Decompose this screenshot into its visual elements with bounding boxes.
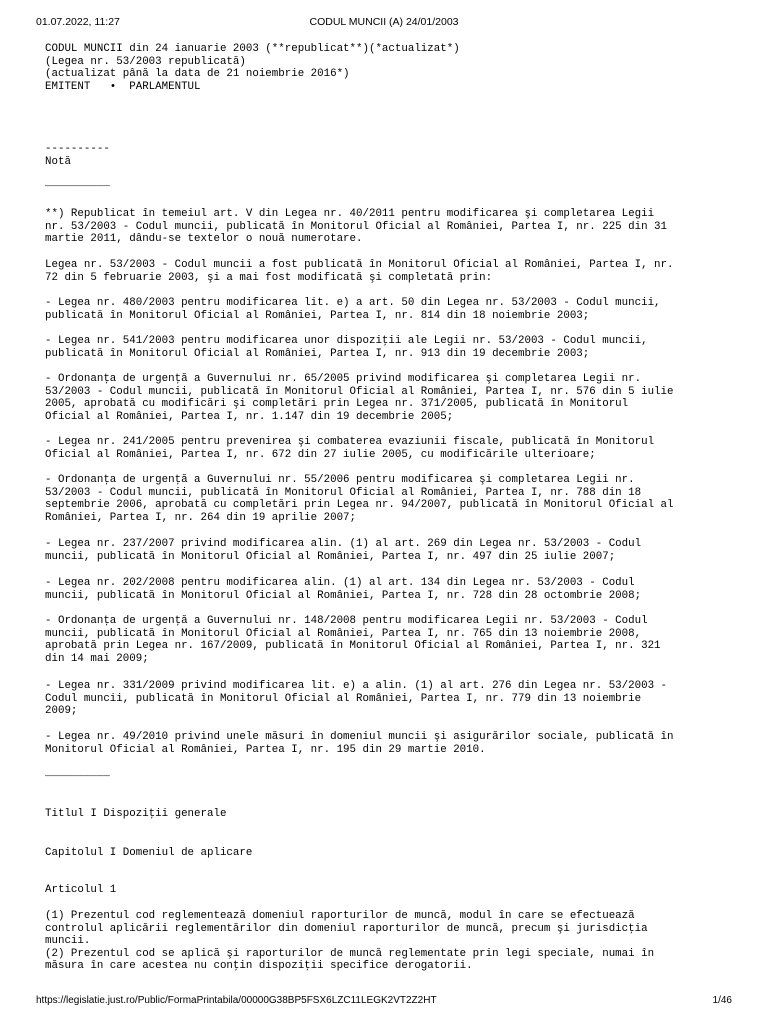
document-heading: CODUL MUNCII din 24 ianuarie 2003 (**republicat**)(*actualizat*) (Legea nr. 53/2003 republicată) (actualizat până la data de 21 noiembrie 2016*) EMITENT • PARLAMENTUL [45, 43, 460, 93]
print-title: CODUL MUNCII (A) 24/01/2003 [309, 16, 459, 28]
amendment-item: - Ordonanţa de urgenţă a Guvernului nr. 148/2008 pentru modificarea Legii nr. 53/2003 - Codul muncii, publicată în Monitorul Oficial al României, Partea I, nr. 765 din 13 noiembrie 2008, aprobată prin Legea nr. 167/2009, publicată în Monitorul Oficial al României, Partea I, nr. 321 din 14 mai 2009; [45, 615, 661, 665]
articol-text: (1) Prezentul cod reglementează domeniul raporturilor de muncă, modul în care se efectuează controlul aplicării reglementărilor din domeniul raporturilor de muncă, precum şi jurisdicţia muncii. (2) Prezentul cod se aplică şi raporturilor de muncă reglementate prin legi speciale, numai în măsura în care acestea nu conţin dispoziţii specifice derogatorii. [45, 910, 655, 972]
print-header [0, 15, 768, 29]
print-datetime: 01.07.2022, 11:27 [36, 16, 120, 28]
source-url: https://legislatie.just.ro/Public/FormaPrintabila/00000G38BP5FSX6LZC11LEGK2VT2Z2HT [36, 995, 437, 1006]
amendment-item: - Ordonanţa de urgenţă a Guvernului nr. 65/2005 privind modificarea şi completarea Legii nr. 53/2003 - Codul muncii, publicată în Monitorul Oficial al României, Partea I, nr. 576 din 5 iulie 2005, aprobată cu modificări şi completări prin Legea nr. 371/2005, publicată în Monitorul Oficial al României, Partea I, nr. 1.147 din 19 decembrie 2005; [45, 373, 674, 423]
paragraph-legea-53: Legea nr. 53/2003 - Codul muncii a fost publicată în Monitorul Oficial al României, Partea I, nr. 72 din 5 februarie 2003, şi a mai fost modificată şi completată prin: [45, 259, 674, 284]
print-footer [0, 994, 768, 1008]
amendment-item: - Legea nr. 541/2003 pentru modificarea unor dispoziţii ale Legii nr. 53/2003 - Codul muncii, publicată în Monitorul Oficial al României, Partea I, nr. 913 din 19 decembrie 2003; [45, 335, 648, 360]
amendment-item: - Ordonanţa de urgenţă a Guvernului nr. 55/2006 pentru modificarea şi completarea Legii nr. 53/2003 - Codul muncii, publicată în Monitorul Oficial al României, Partea I, nr. 788 din 18 septembrie 2006, aprobată cu completări prin Legea nr. 94/2007, publicată în Monitorul Oficial al României, Partea I, nr. 264 din 19 aprilie 2007; [45, 474, 674, 524]
nota-label: Notă [45, 156, 71, 168]
paragraph-republicat: **) Republicat în temeiul art. V din Legea nr. 40/2011 pentru modificarea şi completarea Legii nr. 53/2003 - Codul muncii, publicată în Monitorul Oficial al României, Partea I, nr. 225 din 31 martie 2011, dându-se textelor o nouă numerotare. [45, 208, 668, 245]
separator-line-bottom: __________ [45, 767, 110, 779]
amendment-item: - Legea nr. 237/2007 privind modificarea alin. (1) al art. 269 din Legea nr. 53/2003 - Codul muncii, publicată în Monitorul Oficial al României, Partea I, nr. 497 din 25 iulie 2007; [45, 538, 642, 563]
capitol-heading: Capitolul I Domeniul de aplicare [45, 847, 253, 859]
amendment-item: - Legea nr. 331/2009 privind modificarea lit. e) a alin. (1) al art. 276 din Legea nr. 53/2003 - Codul muncii, publicată în Monitorul Oficial al României, Partea I, nr. 779 din 13 noiembrie 2009; [45, 680, 668, 717]
separator-top: ---------- [45, 143, 110, 155]
amendment-item: - Legea nr. 202/2008 pentru modificarea alin. (1) al art. 134 din Legea nr. 53/2003 - Codul muncii, publicată în Monitorul Oficial al României, Partea I, nr. 728 din 28 octombrie 2008; [45, 577, 642, 602]
titlu-heading: Titlul I Dispoziţii generale [45, 808, 227, 820]
amendment-item: - Legea nr. 49/2010 privind unele măsuri în domeniul muncii şi asigurărilor sociale, publicată în Monitorul Oficial al României, Partea I, nr. 195 din 29 martie 2010. [45, 731, 674, 756]
page-number: 1/46 [712, 995, 732, 1006]
separator-line: __________ [45, 177, 110, 189]
amendment-item: - Legea nr. 241/2005 pentru prevenirea şi combaterea evaziunii fiscale, publicată în Monitorul Oficial al României, Partea I, nr. 672 din 27 iulie 2005, cu modificările ulterioare; [45, 436, 655, 461]
amendment-item: - Legea nr. 480/2003 pentru modificarea lit. e) a art. 50 din Legea nr. 53/2003 - Codul muncii, publicată în Monitorul Oficial al României, Partea I, nr. 814 din 18 noiembrie 2003; [45, 297, 661, 322]
articol-heading: Articolul 1 [45, 884, 117, 896]
